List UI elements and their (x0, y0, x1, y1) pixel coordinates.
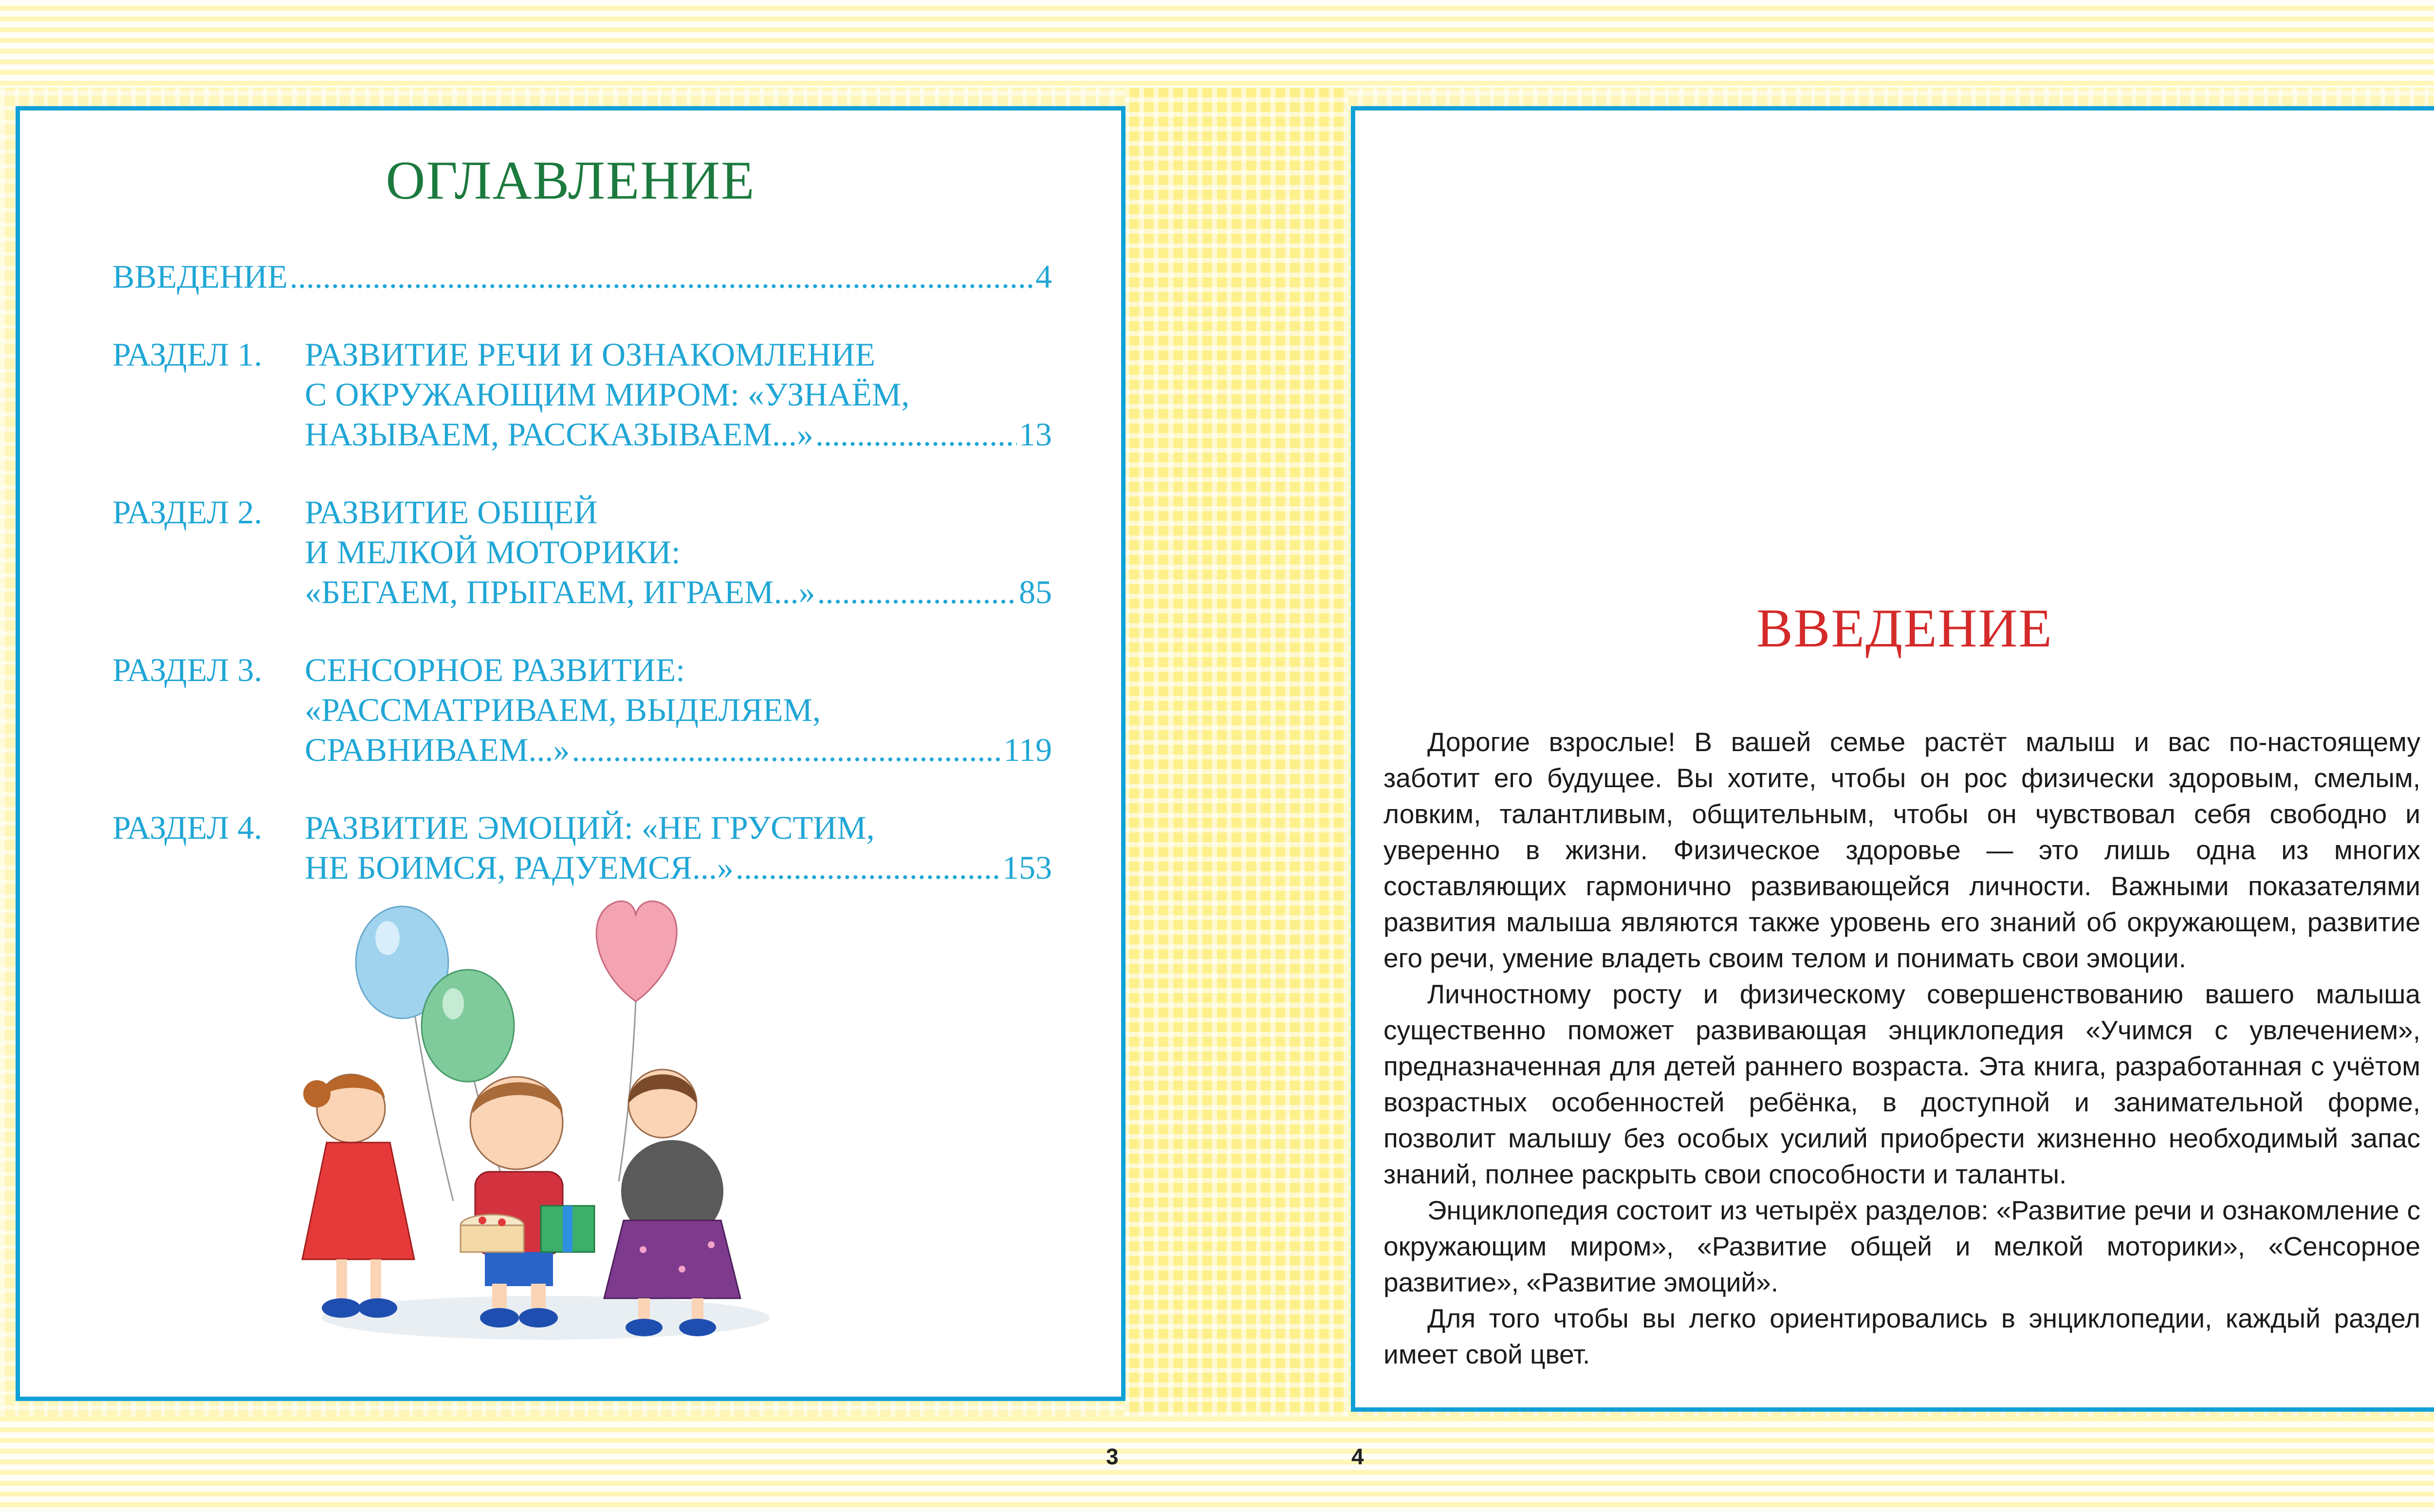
toc-dot-leader (817, 572, 1017, 612)
toc-line: С ОКРУЖАЮЩИМ МИРОМ: «УЗНАЁМ, (305, 376, 910, 413)
toc-section-label: РАЗДЕЛ 3. (112, 651, 262, 688)
intro-paragraph: Энциклопедия состоит из четырёх разделов: «Развитие речи и ознакомление с окружающим миром», «Развитие общей и мелкой моторики», «Сенсорное развитие», «Развитие эмоций». (1383, 1195, 2420, 1297)
children-party-illustration (293, 889, 799, 1347)
intro-paragraph: Личностному росту и физическому совершенствованию вашего малыша существенно поможет развивающая энциклопедия «Учимся с увлечением», предназначенная для детей раннего возраста. Эта книга, разработанная с учётом возрастных особенностей ребёнка, в доступной и занимательной форме, позволит малышу без особых усилий приобрести жизненно необходимый запас знаний, полнее раскрыть свои способности и таланты. (1383, 979, 2420, 1189)
toc-page-number: 119 (1003, 731, 1052, 768)
toc-title: ОГЛАВЛЕНИЕ (386, 150, 756, 211)
book-spine-gutter (1125, 88, 1348, 1417)
balloon-green-icon (422, 970, 514, 1082)
toc-dot-leader (736, 848, 1000, 887)
right-page (1351, 106, 2434, 1412)
toc-dot-leader (572, 730, 1001, 770)
left-page (16, 106, 1125, 1401)
balloon-heart-icon (596, 901, 677, 1001)
toc-page-number: 4 (1035, 258, 1052, 295)
toc-line-last (112, 257, 1052, 296)
toc-dot-leader (815, 414, 1017, 454)
page-number-right: 4 (1351, 1444, 1364, 1469)
bottom-stripe-band (0, 1417, 2434, 1512)
toc-line-last (305, 572, 1052, 612)
toc-line-last (305, 848, 1052, 887)
toc-line: РАЗВИТИЕ ОБЩЕЙ (305, 494, 598, 531)
toc-line-last (305, 730, 1052, 770)
toc-line: РАЗВИТИЕ РЕЧИ И ОЗНАКОМЛЕНИЕ (305, 336, 876, 373)
toc-entry (112, 808, 1052, 887)
toc-section-label: РАЗДЕЛ 2. (112, 494, 262, 531)
table-of-contents (112, 257, 1052, 925)
top-stripe-band (0, 0, 2434, 88)
toc-line-last (305, 414, 1052, 454)
toc-line: СРАВНИВАЕМ...» (305, 731, 570, 768)
toc-line: СЕНСОРНОЕ РАЗВИТИЕ: (305, 651, 685, 688)
toc-entry (112, 257, 1052, 296)
toc-entry (112, 334, 1052, 454)
toc-entry (112, 492, 1052, 612)
toc-entry (112, 650, 1052, 770)
toc-section-label: РАЗДЕЛ 4. (112, 809, 262, 846)
toc-page-number: 153 (1002, 849, 1052, 886)
toc-section-label: РАЗДЕЛ 1. (112, 336, 262, 373)
toc-line: «РАССМАТРИВАЕМ, ВЫДЕЛЯЕМ, (305, 691, 821, 728)
toc-page-number: 85 (1019, 573, 1052, 610)
page-number-left: 3 (1106, 1444, 1119, 1469)
toc-line: ВВЕДЕНИЕ (112, 258, 288, 295)
toc-line: РАЗВИТИЕ ЭМОЦИЙ: «НЕ ГРУСТИМ, (305, 809, 875, 846)
toc-line: «БЕГАЕМ, ПРЫГАЕМ, ИГРАЕМ...» (305, 573, 815, 610)
toc-line: И МЕЛКОЙ МОТОРИКИ: (305, 534, 681, 571)
toc-dot-leader (290, 257, 1033, 296)
intro-text (1383, 724, 2420, 1372)
toc-page-number: 13 (1019, 416, 1052, 453)
intro-paragraph: Для того чтобы вы легко ориентировались в энциклопедии, каждый раздел имеет свой цвет. (1383, 1303, 2420, 1369)
intro-paragraph: Дорогие взрослые! В вашей семье растёт малыш и вас по-настоящему заботит его будущее. Вы хотите, чтобы он рос физически здоровым, смелым, ловким, талантливым, общительным, чтобы он чувствовал себя свободно и уверенно в жизни. Физическое здоровье — это лишь одна из многих составляющих гармонично развивающейся личности. Важными показателями развития малыша являются также уровень его знаний об окружающем, развитие его речи, умение владеть своим телом и понимать свои эмоции. (1383, 727, 2420, 973)
intro-title: ВВЕДЕНИЕ (1756, 598, 2053, 659)
toc-line: НЕ БОИМСЯ, РАДУЕМСЯ...» (305, 849, 734, 886)
toc-line: НАЗЫВАЕМ, РАССКАЗЫВАЕМ...» (305, 416, 813, 453)
